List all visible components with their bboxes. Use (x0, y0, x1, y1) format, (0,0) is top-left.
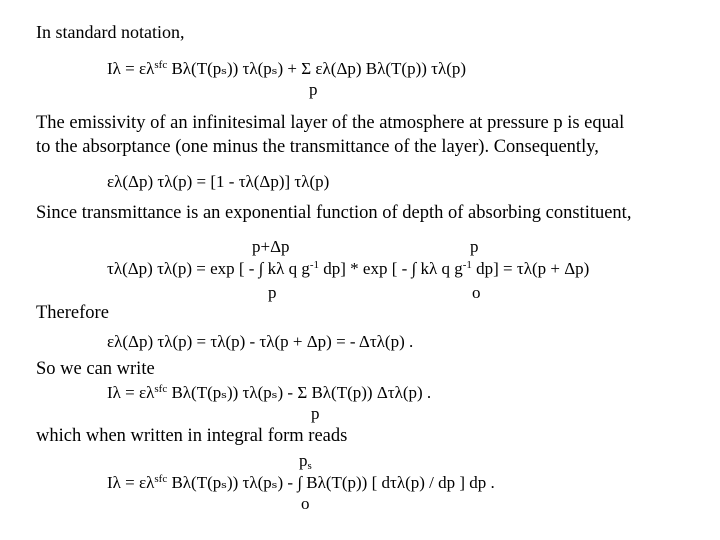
equation-radiance-discrete (107, 384, 431, 401)
paragraph-emissivity-line1: The emissivity of an infinitesimal layer of the atmosphere at pressure p is equal (36, 113, 625, 133)
eq1-rhs: Bλ(T(pₛ)) τλ(pₛ) + Σ ελ(Δp) Bλ(T(p)) τλ(p) (167, 59, 467, 78)
eq3-upper-limit-left: p+Δp (252, 237, 290, 256)
eq5-lhs: Iλ = ελ (107, 383, 155, 402)
equation-exponential-transmittance (107, 260, 589, 277)
eq6-upper-sub: s (307, 460, 312, 472)
eq3-lower-limit-right: o (472, 283, 481, 302)
eq5-summation-index: p (311, 404, 320, 423)
equation-emissivity-absorptance: ελ(Δp) τλ(p) = [1 - τλ(Δp)] τλ(p) (107, 172, 330, 191)
eq1-lhs: Iλ = ελ (107, 59, 155, 78)
eq6-sup: sfc (154, 473, 168, 485)
eq3-part-a: τλ(Δp) τλ(p) = exp [ - ∫ kλ q g (107, 259, 310, 278)
eq5-sup: sfc (154, 383, 168, 395)
equation-radiance-integral (107, 474, 495, 491)
therefore-text: Therefore (36, 303, 109, 323)
eq1-sup: sfc (154, 59, 168, 71)
paragraph-transmittance: Since transmittance is an exponential function of depth of absorbing constituent, (36, 203, 632, 223)
eq3-part-c: dp] = τλ(p + Δp) (471, 259, 590, 278)
paragraph-emissivity-line2: to the absorptance (one minus the transmittance of the layer). Consequently, (36, 137, 599, 157)
so-we-can-write-text: So we can write (36, 359, 155, 379)
eq5-rhs: Bλ(T(pₛ)) τλ(pₛ) - Σ Bλ(T(p)) Δτλ(p) . (167, 383, 432, 402)
eq3-exp1: -1 (309, 259, 320, 271)
equation-emissivity-difference: ελ(Δp) τλ(p) = τλ(p) - τλ(p + Δp) = - Δτλ(p) . (107, 332, 414, 351)
eq6-lower-limit: o (301, 494, 310, 513)
eq3-lower-limit-left: p (268, 283, 277, 302)
intro-text: In standard notation, (36, 22, 185, 42)
eq6-upper-limit (299, 451, 312, 472)
eq3-part-b: dp] * exp [ - ∫ kλ q g (319, 259, 463, 278)
eq3-exp2: -1 (462, 259, 472, 271)
integral-form-text: which when written in integral form reads (36, 426, 348, 446)
eq6-upper-p: p (299, 451, 308, 470)
eq6-rhs: Bλ(T(pₛ)) τλ(pₛ) - ∫ Bλ(T(p)) [ dτλ(p) / dp ] dp . (167, 473, 495, 492)
equation-radiance-sum (107, 60, 466, 77)
eq6-lhs: Iλ = ελ (107, 473, 155, 492)
eq3-upper-limit-right: p (470, 237, 479, 256)
eq1-summation-index: p (309, 80, 318, 99)
